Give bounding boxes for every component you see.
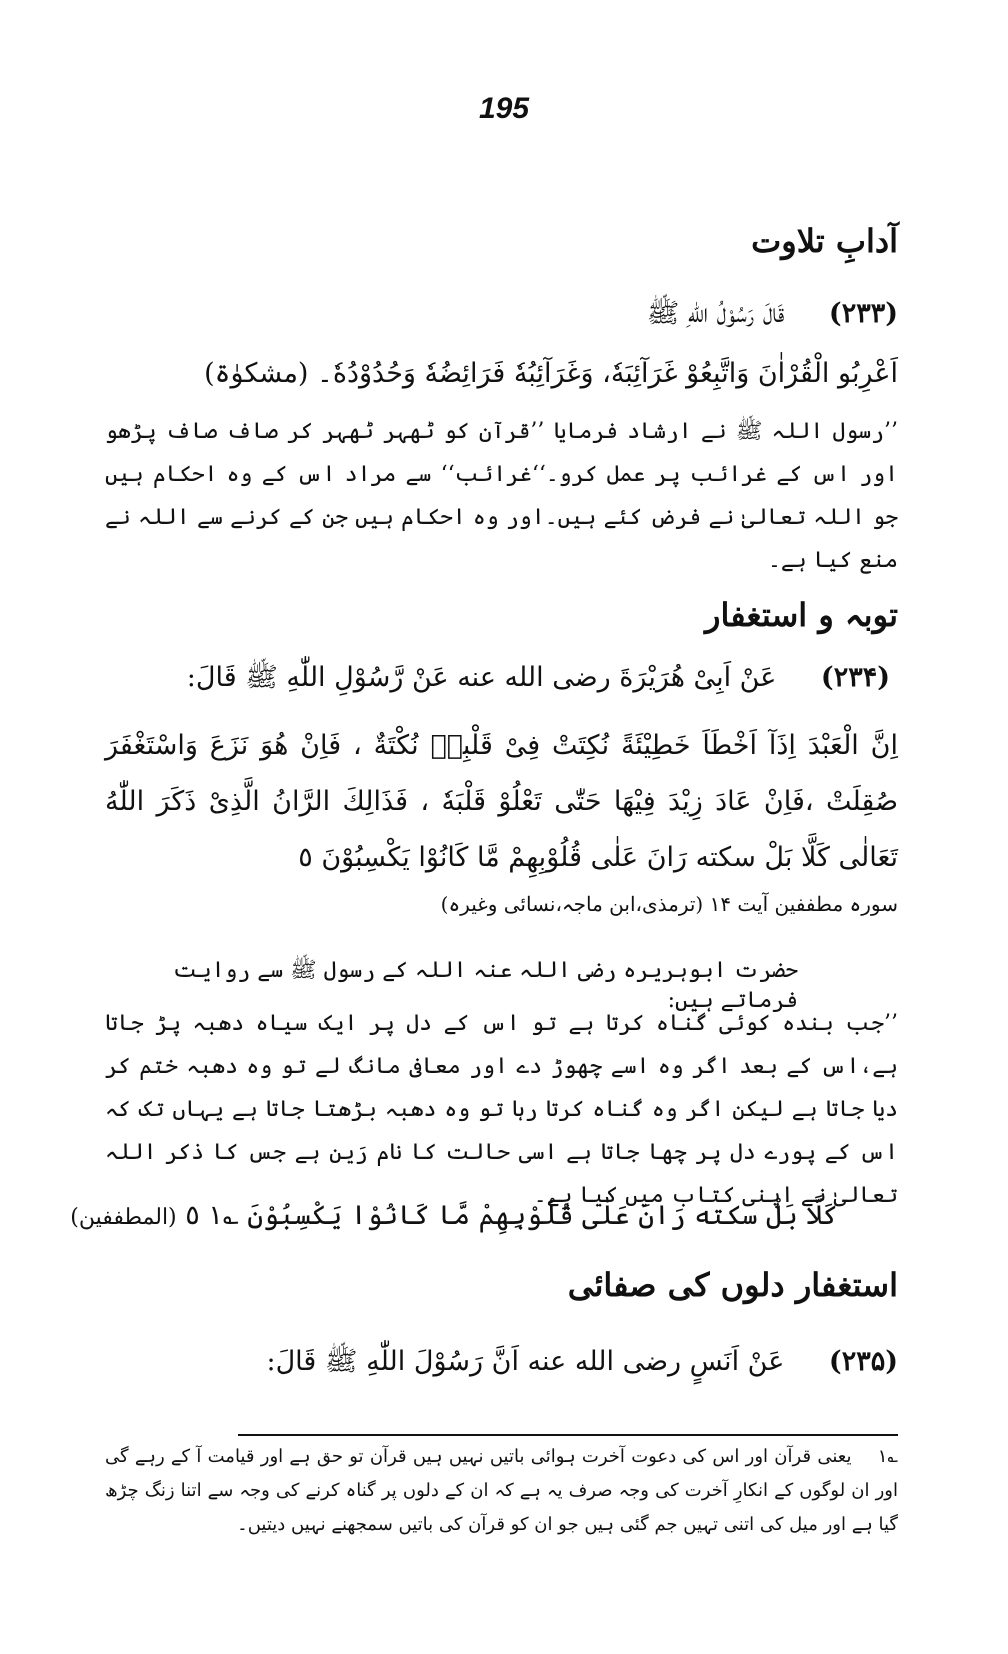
hadith-233-header [105, 296, 898, 336]
hadith-number: (۲۳۳) [828, 298, 898, 329]
hadith-number: (۲۳۵) [828, 1346, 898, 1377]
verse-source: (المطففین) [70, 1205, 177, 1230]
heading-adab-tilawat: آدابِ تلاوت [751, 222, 898, 260]
section-heading-tauba [105, 596, 898, 634]
page-number: 195 [478, 92, 530, 125]
source-reference: (مشکوٰۃ) [204, 358, 309, 389]
hadith-234-arabic [105, 718, 898, 886]
hadith-234-translation [105, 1002, 898, 1217]
arabic-text: اِنَّ الْعَبْدَ اِذَآ اَخْطَاَ خَطِیْئَةً نُكِتَتْ فِیْ قَلْبِهٖ نُكْتَةٌ ، فَاِنْ هُوَ نَزَعَ وَاسْتَغْفَرَ صُقِلَتْ ،فَاِنْ عَادَ زِیْدَ فِیْهَا حَتّٰی تَعْلُوْ قَلْبَهٗ ، فَذَالِكَ الرَّانُ الَّذِیْ ذَكَرَ اللّٰهُ تَعَالٰی كَلَّا بَلْ سكته رَانَ عَلٰی قُلُوْبِهِمْ مَّا كَانُوْا یَكْسِبُوْنَ ٥ [105, 730, 898, 873]
hadith-234-header [105, 660, 898, 700]
quran-verse-line [70, 1200, 898, 1231]
hadith-number: (۲۳۴) [820, 662, 890, 693]
hadith-235-header [105, 1344, 898, 1384]
source-reference: سورہ مطففین آیت ۱۴ (ترمذی،ابن ماجہ،نسائی وغیرہ) [440, 892, 898, 916]
footnote-divider [238, 1434, 898, 1436]
hadith-intro: عَنْ اَنَسٍ رضی الله عنه اَنَّ رَسُوْلَ اللّٰهِ ﷺ قَالَ: [266, 1346, 785, 1377]
urdu-translation: ’’رسول اللہ ﷺ نے ارشاد فرمایا ’’قرآن کو ٹھہر ٹھہر کر صاف صاف پڑھو اور اس کے غرائب پر عمل کرو۔‘‘غرائب‘‘ سے مراد اس کے وہ احکام ہیں جو اللہ تعالیٰ نے فرض کئے ہیں۔اور وہ احکام ہیں جن کے کرنے سے اللہ نے منع کیا ہے۔ [105, 419, 898, 573]
urdu-translation: ’’جب بندہ کوئی گناہ کرتا ہے تو اس کے دل پر ایک سیاہ دھبہ پڑ جاتا ہے،اس کے بعد اگر وہ اسے چھوڑ دے اور معافی مانگ لے تو وہ دھبہ ختم کر دیا جاتا ہے لیکن اگر وہ گناہ کرتا رہا تو وہ دھبہ بڑھتا جاتا ہے یہاں تک کہ اس کے پورے دل پر چھا جاتا ہے اسی حالت کا نام رَین ہے جس کا ذکر اللہ تعالیٰ نے اپنی کتاب میں کیا ہے۔ [105, 1011, 898, 1208]
narration-intro-text: حضرت ابوہریرہ رضی اللہ عنہ اللہ کے رسول ﷺ سے روایت فرماتے ہیں: [172, 958, 798, 1013]
footnote-block [105, 1440, 898, 1542]
hadith-intro: عَنْ اَبِیْ هُرَیْرَةَ رضی الله عنه عَنْ رَّسُوْلِ اللّٰهِ ﷺ قَالَ: [186, 662, 777, 693]
hadith-233-translation [105, 410, 898, 582]
footnote-text: یعنی قرآن اور اس کی دعوت آخرت ہوائی باتیں نہیں ہیں قرآن تو حق ہے اور قیامت آ کے رہے گی اور ان لوگوں کے انکارِ آخرت کی وجہ صرف یہ ہے کہ ان کے دلوں پر گناہ کرنے کی وجہ سے اتنا زنگ چڑھ گیا ہے اور میل کی اتنی تہیں جم گئی ہیں جو ان کو قرآن کی باتیں سمجھنے نہیں دیتیں۔ [105, 1446, 898, 1535]
arabic-text: اَعْرِبُو الْقُرْاٰنَ وَاتَّبِعُوْ غَرَآئِبَهٗ، وَغَرَآئِبُهٗ فَرَائِضُهٗ وَحُدُوْدُهٗ۔ [317, 358, 898, 389]
section-heading-istighfar [105, 1266, 898, 1304]
quran-verse: كَلَّا بَلْ سكته رَانَ عَلٰی قُلُوْبِهِمْ مَّا كَانُوْا یَكْسِبُوْنَ ؎١ ٥ [185, 1200, 838, 1231]
hadith-233-arabic [105, 346, 898, 402]
footnote-marker: ؎١ [877, 1446, 898, 1467]
hadith-234-reference [105, 892, 898, 916]
heading-tauba-istighfar: توبہ و استغفار [704, 596, 898, 634]
heading-istighfar-safai: استغفار دلوں کی صفائی [567, 1266, 898, 1304]
section-heading-adab [105, 222, 898, 260]
hadith-intro: قَالَ رَسُوْلُ اللّٰهِ ﷺ [646, 298, 785, 329]
